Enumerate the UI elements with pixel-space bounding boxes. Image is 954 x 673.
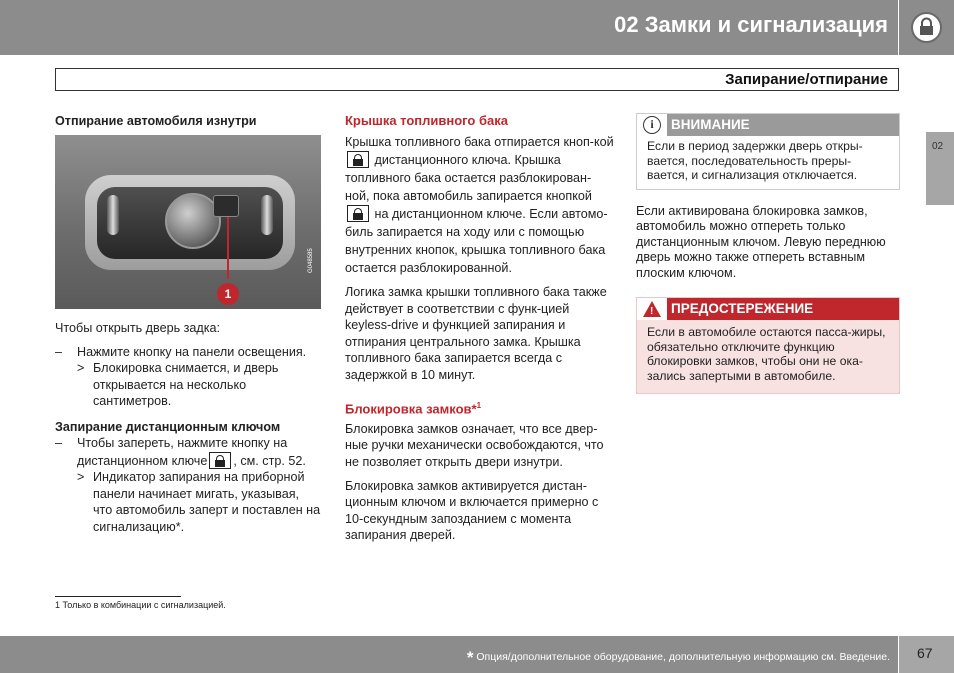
paragraph: Чтобы открыть дверь задка: — [55, 321, 221, 335]
column-1 — [55, 113, 321, 536]
warning-icon: ! — [643, 301, 661, 317]
warning-box — [636, 297, 900, 394]
list-item-text: Нажмите кнопку на панели освещения. — [77, 344, 307, 359]
heading-text: Блокировка замков* — [345, 400, 477, 416]
list-item-text: Чтобы запереть, нажмите кнопку на дистанционном ключе — [77, 435, 288, 468]
footnote-ref[interactable]: 1 — [476, 400, 482, 410]
footer-bar — [0, 636, 898, 673]
notice-title: ВНИМАНИЕ — [671, 116, 750, 132]
paragraph: Блокировка замков означает, что все двер-ные ручки механически освобождаются, что не позволяет открыть двери изнутри. — [345, 421, 604, 470]
footer-star: * — [466, 648, 474, 667]
dash-mark: – — [55, 435, 63, 450]
warning-header — [637, 298, 899, 320]
chapter-tab-label: 02 — [932, 141, 944, 152]
lock-icon — [911, 12, 942, 43]
footer-note — [467, 648, 890, 668]
sub-item-text: Блокировка снимается, и дверь открывается на несколько сантиметров. — [93, 361, 279, 409]
paragraph: Логика замка крышки топливного бака также действует в соответствии с функ-цией keyless-drive и функцией запирания и отпирания центрального замка. Крышка топливного бака запирается всегда с задержкой в 10 минут. — [345, 285, 607, 382]
notice-icon-box — [637, 114, 667, 136]
sub-item — [55, 360, 321, 410]
notice-text: Если в период задержки дверь откры-вается, последовательность преры-вается, и сигнализация отключается. — [647, 139, 863, 182]
sub-item — [55, 469, 321, 535]
info-icon: i — [643, 116, 661, 134]
chapter-icon-box — [899, 0, 954, 55]
lock-button-icon — [209, 452, 231, 469]
chapter-tab[interactable] — [926, 132, 954, 205]
footnote: 1 Только в комбинации с сигнализацией. — [55, 600, 226, 610]
sub-item-text: Индикатор запирания на приборной панели начинает мигать, указывая, что автомобиль заперт и поставлен на сигнализацию*. — [93, 470, 321, 534]
list-item-text: , см. стр. 52. — [233, 453, 306, 468]
section-header — [55, 68, 899, 91]
callout-line — [227, 217, 229, 279]
paragraph: на дистанционном ключе. Если автомо-биль запирается на ходу или с помощью внутренних кнопок, крышка топливного бака остается разблокированной. — [345, 207, 608, 275]
header-bar — [0, 0, 898, 55]
footer-text: Опция/дополнительное оборудование, дополнительную информацию см. Введение. — [473, 651, 890, 663]
notice-box — [636, 113, 900, 190]
column-2 — [345, 113, 615, 551]
paragraph: Крышка топливного бака отпирается кноп-кой — [345, 135, 614, 149]
paragraph: дистанционного ключа. Крышка топливного бака остается разблокирован-ной, пока автомобиль запирается кнопкой — [345, 153, 592, 203]
heading-unlock-inside: Отпирание автомобиля изнутри — [55, 114, 257, 128]
page-number: 67 — [917, 645, 933, 661]
arrow-mark: > — [77, 470, 85, 485]
warning-title: ПРЕДОСТЕРЕЖЕНИЕ — [671, 300, 814, 316]
heading-deadlock — [345, 398, 615, 417]
unlock-button-icon — [347, 151, 369, 168]
notice-header — [637, 114, 899, 136]
lock-button-icon — [347, 205, 369, 222]
chapter-title: 02 Замки и сигнализация — [614, 12, 888, 37]
footnote-divider — [55, 596, 181, 597]
callout-marker: 1 — [217, 283, 239, 305]
light-panel-photo — [55, 135, 321, 309]
heading-remote-lock: Запирание дистанционным ключом — [55, 419, 281, 434]
arrow-mark: > — [77, 361, 85, 376]
warning-text: Если в автомобиле остаются пасса-жиры, обязательно отключите функцию блокировки замков, чтобы они не ока-зались запертыми в автомобиле. — [637, 320, 899, 393]
heading-fuel-flap: Крышка топливного бака — [345, 113, 508, 128]
image-code: G048585 — [308, 248, 314, 273]
right-thumbwheel — [261, 195, 273, 235]
tailgate-button — [213, 195, 239, 217]
page-number-box — [899, 636, 954, 673]
dash-mark: – — [55, 344, 63, 359]
warning-icon-box — [637, 298, 667, 320]
paragraph: Блокировка замков активируется дистан-ционным ключом и включается примерно с 10-секундным запозданием с момента запирания дверей. — [345, 478, 599, 543]
list-item — [55, 344, 321, 361]
left-thumbwheel — [107, 195, 119, 235]
list-item — [55, 435, 321, 469]
paragraph: Если активирована блокировка замков, автомобиль можно отпереть только дистанционным ключом. Левую переднюю дверь можно также отпереть вставным плоским ключом. — [636, 203, 886, 280]
column-3 — [636, 113, 900, 408]
section-title: Запирание/отпирание — [725, 71, 888, 88]
